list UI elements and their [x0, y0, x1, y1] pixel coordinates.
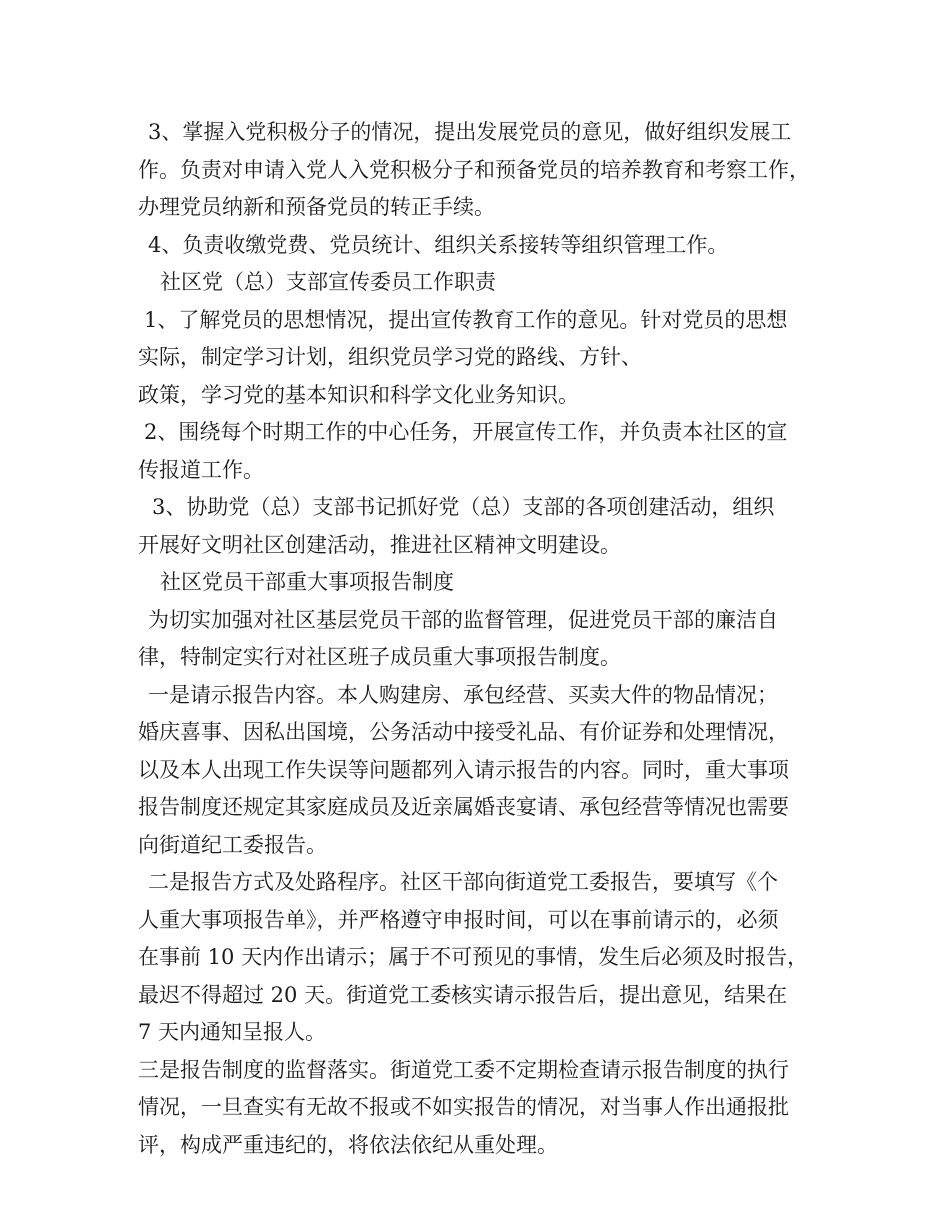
paragraph-line: 办理党员纳新和预备党员的转正手续。 [138, 195, 495, 219]
paragraph-line: 一是请示报告内容。本人购建房、承包经营、买卖大件的物品情况； [148, 682, 778, 707]
paragraph-line: 在事前 10 天内作出请示；属于不可预见的事情，发生后必须及时报告， [138, 945, 809, 969]
paragraph-line: 向街道纪工委报告。 [138, 832, 327, 857]
paragraph-line: 4、负责收缴党费、党员统计、组织关系接转等组织管理工作。 [148, 232, 729, 257]
paragraph-line: 人重大事项报告单》，并严格遵守申报时间，可以在事前请示的，必须 [138, 907, 779, 932]
paragraph-line: 实际，制定学习计划，组织党员学习党的路线、方针、 [138, 345, 642, 369]
paragraph-line: 婚庆喜事、因私出国境，公务活动中接受礼品、有价证券和处理情况， [138, 720, 789, 744]
paragraph-line: 3、掌握入党积极分子的情况，提出发展党员的意见，做好组织发展工 [148, 120, 792, 144]
paragraph-line: 情况，一旦查实有无故不报或不如实报告的情况，对当事人作出通报批 [138, 1095, 789, 1119]
paragraph-line: 三是报告制度的监督落实。街道党工委不定期检查请示报告制度的执行 [138, 1057, 789, 1082]
paragraph-line: 为切实加强对社区基层党员干部的监督管理，促进党员干部的廉洁自 [148, 607, 778, 632]
section-heading: 社区党（总）支部宣传委员工作职责 [160, 270, 496, 294]
section-heading: 社区党员干部重大事项报告制度 [160, 570, 454, 594]
paragraph-line: 政策，学习党的基本知识和科学文化业务知识。 [138, 382, 579, 407]
paragraph-line: 二是报告方式及处路程序。社区干部向街道党工委报告，要填写《个 [148, 870, 778, 894]
paragraph-line: 评，构成严重违纪的，将依法依纪从重处理。 [138, 1132, 558, 1157]
paragraph-line: 1、了解党员的思想情况，提出宣传教育工作的意见。针对党员的思想 [144, 307, 788, 332]
paragraph-line: 最迟不得超过 20 天。街道党工委核实请示报告后，提出意见，结果在 [138, 982, 788, 1007]
paragraph-line: 开展好文明社区创建活动，推进社区精神文明建设。 [138, 532, 621, 557]
paragraph-line: 传报道工作。 [138, 457, 264, 482]
paragraph-line: 3、协助党（总）支部书记抓好党（总）支部的各项创建活动，组织 [152, 495, 775, 519]
paragraph-line: 以及本人出现工作失误等问题都列入请示报告的内容。同时，重大事项 [138, 757, 789, 782]
paragraph-line: 律，特制定实行对社区班子成员重大事项报告制度。 [138, 645, 621, 669]
paragraph-line: 报告制度还规定其家庭成员及近亲属婚丧宴请、承包经营等情况也需要 [138, 795, 789, 819]
paragraph-line: 2、围绕每个时期工作的中心任务，开展宣传工作，并负责本社区的宣 [144, 420, 788, 444]
document-body [138, 114, 828, 1164]
paragraph-line: 7 天内通知呈报人。 [138, 1020, 327, 1044]
paragraph-line: 作。负责对申请入党人入党积极分子和预备党员的培养教育和考察工作， [138, 157, 810, 182]
